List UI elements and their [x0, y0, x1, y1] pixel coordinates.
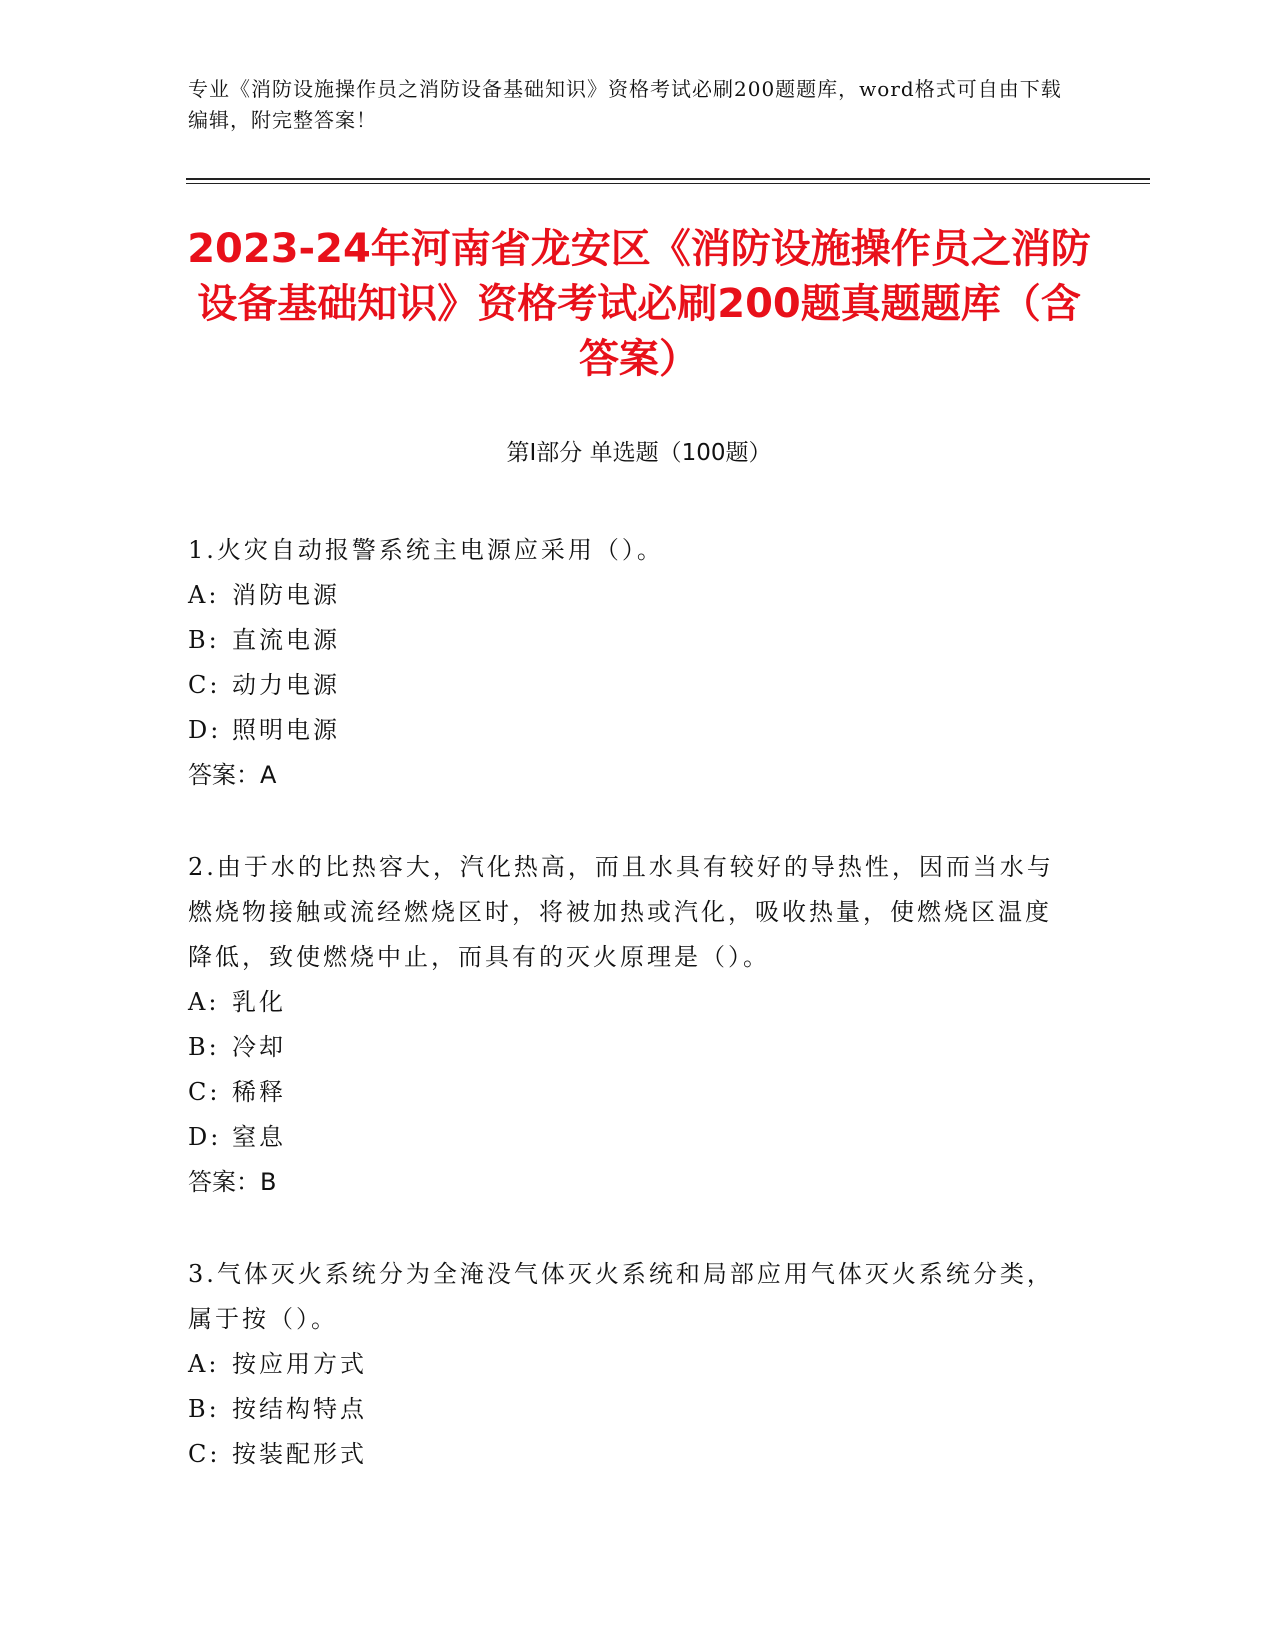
- option-text: 动力电源: [232, 671, 340, 699]
- option-c: [188, 1432, 1068, 1477]
- option-letter: C:: [188, 671, 221, 699]
- option-c: [188, 1070, 1068, 1115]
- question-3: [188, 1252, 1068, 1477]
- option-letter: D:: [188, 1123, 222, 1151]
- option-b: [188, 1025, 1068, 1070]
- option-text: 按应用方式: [232, 1350, 367, 1378]
- option-text: 照明电源: [232, 716, 340, 744]
- question-2: [188, 845, 1068, 1205]
- option-letter: D:: [188, 716, 222, 744]
- option-letter: A:: [188, 988, 220, 1016]
- question-list: [188, 528, 1068, 1524]
- option-c: [188, 663, 1068, 708]
- option-text: 按装配形式: [232, 1440, 367, 1468]
- option-text: 冷却: [232, 1033, 286, 1061]
- header-divider-thick: [186, 178, 1150, 180]
- option-text: 消防电源: [232, 581, 340, 609]
- question-stem: 1.火灾自动报警系统主电源应采用（）。: [188, 536, 664, 564]
- question-stem: 2.由于水的比热容大，汽化热高，而且水具有较好的导热性，因而当水与燃烧物接触或流经燃烧区时，将被加热或汽化，吸收热量，使燃烧区温度降低，致使燃烧中止，而具有的灭火原理是（）。: [188, 853, 1054, 971]
- option-letter: A:: [188, 1350, 220, 1378]
- option-text: 窒息: [232, 1123, 286, 1151]
- document-title: 2023-24年河南省龙安区《消防设施操作员之消防设备基础知识》资格考试必刷200题真题题库（含答案）: [187, 226, 1091, 382]
- option-a: [188, 980, 1068, 1025]
- option-letter: C:: [188, 1078, 221, 1106]
- header-note: 专业《消防设施操作员之消防设备基础知识》资格考试必刷200题题库，word格式可自由下载编辑，附完整答案！: [188, 77, 1062, 132]
- option-letter: C:: [188, 1440, 221, 1468]
- answer-line: 答案：A: [188, 761, 277, 789]
- option-a: [188, 1342, 1068, 1387]
- option-text: 稀释: [232, 1078, 286, 1106]
- option-d: [188, 708, 1068, 753]
- section-heading: 第Ⅰ部分 单选题（100题）: [506, 440, 772, 466]
- option-a: [188, 573, 1068, 618]
- option-b: [188, 618, 1068, 663]
- option-d: [188, 1115, 1068, 1160]
- question-1: [188, 528, 1068, 798]
- option-letter: A:: [188, 581, 220, 609]
- answer-line: 答案：B: [188, 1168, 277, 1196]
- option-text: 按结构特点: [232, 1395, 367, 1423]
- option-text: 乳化: [232, 988, 286, 1016]
- question-stem: 3.气体灭火系统分为全淹没气体灭火系统和局部应用气体灭火系统分类，属于按（）。: [188, 1260, 1054, 1333]
- option-text: 直流电源: [232, 626, 340, 654]
- option-letter: B:: [188, 1033, 220, 1061]
- header-divider-thin: [186, 183, 1150, 184]
- option-b: [188, 1387, 1068, 1432]
- option-letter: B:: [188, 1395, 220, 1423]
- option-letter: B:: [188, 626, 220, 654]
